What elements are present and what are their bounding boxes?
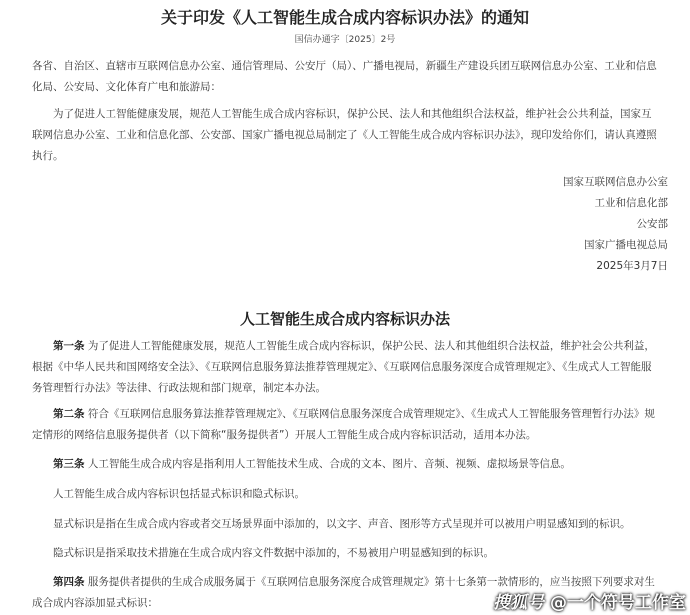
document-number: 国信办通字〔2025〕2号 bbox=[294, 35, 396, 45]
signatory: 工业和信息化部 bbox=[594, 197, 668, 209]
article-text: 人工智能生成合成内容是指利用人工智能技术生成、合成的文本、图片、音频、视频、虚拟场景等信息。 bbox=[87, 458, 571, 470]
article-label: 第四条 bbox=[53, 576, 85, 588]
explicit-identifier-paragraph: 显式标识是指在生成合成内容或者交互场景界面中添加的，以文字、声音、图形等方式呈现并可以被用户明显感知到的标识。 bbox=[53, 518, 631, 530]
article-text: 符合《互联网信息服务算法推荐管理规定》、《互联网信息服务深度合成管理规定》、《生成式人工智能服务管理暂行办法》规定情形的网络信息服务提供者（以下简称“服务提供者”）开展人工智能生成合成内容标识活动，适用本办法。 bbox=[32, 408, 655, 441]
article-text: 服务提供者提供的生成合成服务属于《互联网信息服务深度合成管理规定》第十七条第一款情形的，应当按照下列要求对生成合成内容添加显式标识： bbox=[32, 576, 655, 609]
article-label: 第三条 bbox=[53, 458, 85, 470]
notice-date: 2025年3月7日 bbox=[596, 260, 668, 272]
recipients-paragraph: 各省、自治区、直辖市互联网信息办公室、通信管理局、公安厅（局）、广播电视局，新疆生产建设兵团互联网信息办公室、工业和信息化局、公安局、文化体育广电和旅游局： bbox=[32, 60, 657, 93]
notice-title: 关于印发《人工智能生成合成内容标识办法》的通知 bbox=[160, 8, 529, 27]
signatory: 公安部 bbox=[636, 218, 668, 230]
article-1 bbox=[32, 336, 658, 399]
measures-title: 人工智能生成合成内容标识办法 bbox=[239, 310, 450, 328]
article-2 bbox=[32, 404, 658, 446]
identifier-types-paragraph: 人工智能生成合成内容标识包括显式标识和隐式标识。 bbox=[53, 488, 305, 500]
implicit-identifier-paragraph: 隐式标识是指采取技术措施在生成合成内容文件数据中添加的，不易被用户明显感知到的标识。 bbox=[53, 547, 494, 559]
article-label: 第一条 bbox=[53, 340, 85, 352]
signatory-block bbox=[563, 172, 668, 277]
article-label: 第二条 bbox=[53, 408, 85, 420]
article-text: 为了促进人工智能健康发展，规范人工智能生成合成内容标识，保护公民、法人和其他组织合法权益，维护社会公共利益，根据《中华人民共和国网络安全法》、《互联网信息服务算法推荐管理规定》、《互联网信息服务深度合成管理规定》、《生成式人工智能服务管理暂行办法》等法律、行政法规和部门规章，制定本办法。 bbox=[32, 340, 655, 394]
watermark-text: @一个符号工作室 bbox=[550, 593, 686, 613]
signatory: 国家互联网信息办公室 bbox=[563, 176, 668, 188]
article-3 bbox=[32, 454, 658, 475]
sohu-logo: 搜狐号 bbox=[493, 593, 544, 613]
signatory: 国家广播电视总局 bbox=[584, 239, 668, 251]
notice-body-paragraph: 为了促进人工智能健康发展，规范人工智能生成合成内容标识，保护公民、法人和其他组织合法权益，维护社会公共利益，国家互联网信息办公室、工业和信息化部、公安部、国家广播电视总局制定了《人工智能生成合成内容标识办法》，现印发给你们，请认真遵照执行。 bbox=[32, 108, 657, 162]
watermark bbox=[493, 588, 686, 613]
